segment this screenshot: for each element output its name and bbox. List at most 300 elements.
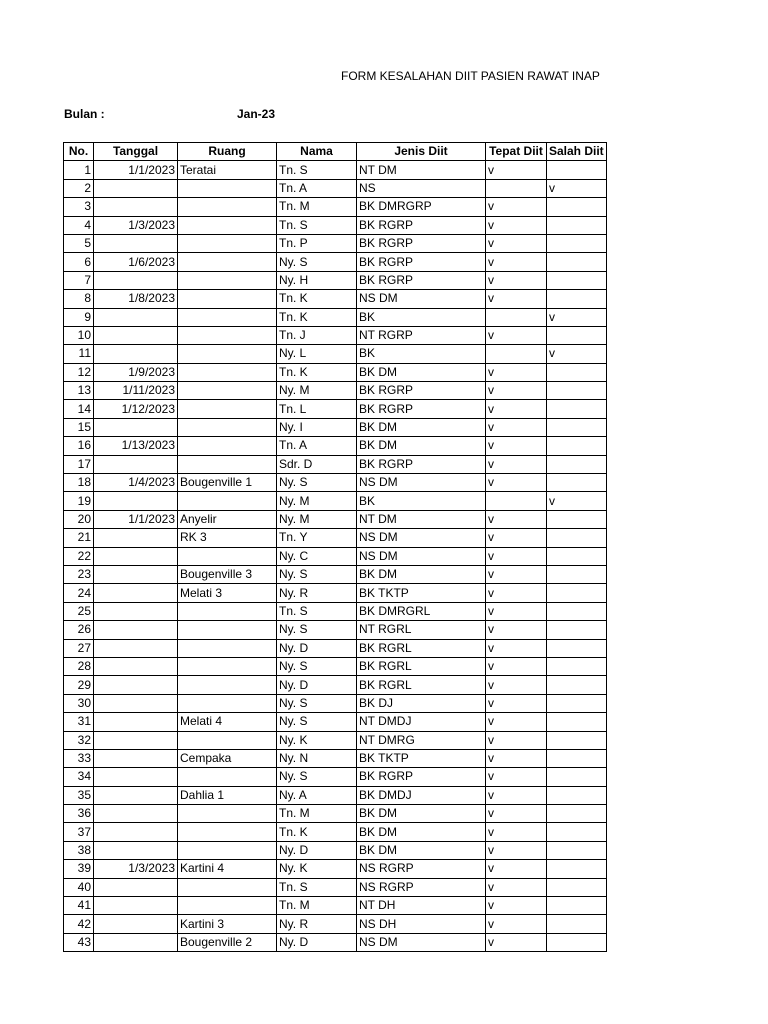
cell-tepat-diit: v <box>486 510 547 528</box>
cell-tepat-diit: v <box>486 694 547 712</box>
cell-jenis-diit: BK RGRP <box>357 768 486 786</box>
cell-tanggal <box>94 565 178 583</box>
cell-salah-diit <box>547 805 607 823</box>
cell-tepat-diit: v <box>486 933 547 951</box>
cell-tanggal <box>94 676 178 694</box>
table-row <box>64 234 607 252</box>
cell-salah-diit <box>547 933 607 951</box>
cell-no: 18 <box>64 474 94 492</box>
cell-salah-diit <box>547 455 607 473</box>
cell-jenis-diit: BK DM <box>357 363 486 381</box>
cell-ruang <box>178 418 277 436</box>
cell-tepat-diit: v <box>486 768 547 786</box>
cell-tepat-diit: v <box>486 676 547 694</box>
cell-nama: Ny. S <box>277 713 357 731</box>
cell-ruang <box>178 326 277 344</box>
cell-no: 13 <box>64 382 94 400</box>
cell-jenis-diit: BK RGRP <box>357 271 486 289</box>
cell-no: 43 <box>64 933 94 951</box>
cell-ruang <box>178 492 277 510</box>
cell-jenis-diit: NT DM <box>357 510 486 528</box>
header-row <box>64 143 607 161</box>
cell-tanggal: 1/6/2023 <box>94 253 178 271</box>
cell-tanggal <box>94 841 178 859</box>
cell-ruang <box>178 621 277 639</box>
cell-tanggal: 1/12/2023 <box>94 400 178 418</box>
cell-nama: Ny. N <box>277 749 357 767</box>
cell-jenis-diit: BK DM <box>357 823 486 841</box>
table-row <box>64 345 607 363</box>
cell-no: 6 <box>64 253 94 271</box>
table-row <box>64 382 607 400</box>
cell-ruang <box>178 271 277 289</box>
cell-tanggal <box>94 713 178 731</box>
table-row <box>64 731 607 749</box>
cell-ruang <box>178 694 277 712</box>
cell-no: 25 <box>64 602 94 620</box>
cell-tanggal <box>94 805 178 823</box>
cell-tanggal <box>94 915 178 933</box>
cell-tepat-diit <box>486 492 547 510</box>
cell-salah-diit <box>547 510 607 528</box>
cell-nama: Ny. K <box>277 860 357 878</box>
cell-tanggal: 1/8/2023 <box>94 290 178 308</box>
cell-tanggal <box>94 179 178 197</box>
cell-no: 30 <box>64 694 94 712</box>
cell-no: 27 <box>64 639 94 657</box>
cell-ruang: Melati 4 <box>178 713 277 731</box>
cell-salah-diit <box>547 565 607 583</box>
cell-tepat-diit: v <box>486 897 547 915</box>
cell-salah-diit <box>547 584 607 602</box>
cell-tanggal <box>94 602 178 620</box>
table-row <box>64 933 607 951</box>
cell-nama: Ny. S <box>277 565 357 583</box>
cell-salah-diit <box>547 253 607 271</box>
cell-ruang <box>178 253 277 271</box>
cell-tanggal <box>94 878 178 896</box>
cell-jenis-diit: NS DH <box>357 915 486 933</box>
cell-nama: Ny. M <box>277 492 357 510</box>
cell-tepat-diit: v <box>486 474 547 492</box>
cell-tanggal <box>94 584 178 602</box>
cell-nama: Ny. D <box>277 676 357 694</box>
cell-salah-diit <box>547 768 607 786</box>
cell-no: 34 <box>64 768 94 786</box>
table-row <box>64 271 607 289</box>
cell-jenis-diit: BK RGRP <box>357 234 486 252</box>
cell-tanggal: 1/1/2023 <box>94 161 178 179</box>
cell-tepat-diit <box>486 308 547 326</box>
cell-tanggal <box>94 786 178 804</box>
cell-jenis-diit: BK DM <box>357 805 486 823</box>
table-row <box>64 510 607 528</box>
cell-salah-diit: v <box>547 179 607 197</box>
cell-no: 42 <box>64 915 94 933</box>
cell-nama: Tn. M <box>277 805 357 823</box>
cell-tepat-diit <box>486 345 547 363</box>
table-row <box>64 639 607 657</box>
table-row <box>64 749 607 767</box>
cell-nama: Tn. S <box>277 878 357 896</box>
cell-ruang <box>178 657 277 675</box>
table-row <box>64 492 607 510</box>
cell-ruang <box>178 308 277 326</box>
table-row <box>64 878 607 896</box>
cell-ruang: Kartini 4 <box>178 860 277 878</box>
cell-ruang: Kartini 3 <box>178 915 277 933</box>
cell-nama: Sdr. D <box>277 455 357 473</box>
cell-ruang <box>178 290 277 308</box>
table-row <box>64 253 607 271</box>
header-tepat-diit: Tepat Diit <box>486 143 547 161</box>
cell-no: 24 <box>64 584 94 602</box>
cell-tepat-diit: v <box>486 437 547 455</box>
cell-no: 3 <box>64 198 94 216</box>
cell-tepat-diit: v <box>486 326 547 344</box>
cell-jenis-diit: NT DMDJ <box>357 713 486 731</box>
cell-tepat-diit: v <box>486 382 547 400</box>
header-nama: Nama <box>277 143 357 161</box>
table-row <box>64 841 607 859</box>
cell-salah-diit <box>547 786 607 804</box>
cell-ruang: Anyelir <box>178 510 277 528</box>
cell-jenis-diit: NT DM <box>357 161 486 179</box>
cell-jenis-diit: BK <box>357 308 486 326</box>
cell-tepat-diit: v <box>486 418 547 436</box>
cell-ruang <box>178 805 277 823</box>
cell-jenis-diit: BK <box>357 492 486 510</box>
table-row <box>64 584 607 602</box>
cell-tanggal <box>94 547 178 565</box>
form-title: FORM KESALAHAN DIIT PASIEN RAWAT INAP <box>341 69 600 83</box>
cell-salah-diit <box>547 363 607 381</box>
cell-jenis-diit: BK DJ <box>357 694 486 712</box>
cell-tanggal: 1/3/2023 <box>94 860 178 878</box>
cell-jenis-diit: BK RGRP <box>357 253 486 271</box>
cell-ruang <box>178 602 277 620</box>
cell-nama: Ny. S <box>277 621 357 639</box>
cell-salah-diit <box>547 161 607 179</box>
cell-jenis-diit: NT DH <box>357 897 486 915</box>
cell-ruang <box>178 823 277 841</box>
cell-ruang <box>178 841 277 859</box>
cell-nama: Tn. M <box>277 198 357 216</box>
cell-tanggal <box>94 657 178 675</box>
cell-ruang <box>178 382 277 400</box>
cell-tepat-diit: v <box>486 271 547 289</box>
cell-tanggal <box>94 933 178 951</box>
cell-tepat-diit: v <box>486 805 547 823</box>
cell-nama: Ny. H <box>277 271 357 289</box>
cell-ruang: RK 3 <box>178 529 277 547</box>
cell-nama: Tn. S <box>277 602 357 620</box>
cell-nama: Ny. D <box>277 841 357 859</box>
cell-tepat-diit: v <box>486 786 547 804</box>
cell-nama: Ny. M <box>277 510 357 528</box>
cell-tanggal: 1/11/2023 <box>94 382 178 400</box>
cell-no: 10 <box>64 326 94 344</box>
cell-nama: Tn. L <box>277 400 357 418</box>
cell-jenis-diit: BK RGRP <box>357 455 486 473</box>
cell-tanggal: 1/3/2023 <box>94 216 178 234</box>
cell-nama: Ny. M <box>277 382 357 400</box>
cell-no: 17 <box>64 455 94 473</box>
table-row <box>64 290 607 308</box>
table-row <box>64 363 607 381</box>
cell-salah-diit <box>547 271 607 289</box>
cell-ruang <box>178 731 277 749</box>
table-row <box>64 455 607 473</box>
cell-nama: Tn. K <box>277 363 357 381</box>
cell-jenis-diit: NS RGRP <box>357 878 486 896</box>
cell-jenis-diit: BK RGRL <box>357 639 486 657</box>
cell-tanggal <box>94 418 178 436</box>
cell-salah-diit <box>547 437 607 455</box>
cell-tanggal <box>94 326 178 344</box>
cell-jenis-diit: NS DM <box>357 547 486 565</box>
cell-tanggal: 1/13/2023 <box>94 437 178 455</box>
cell-nama: Ny. D <box>277 639 357 657</box>
cell-nama: Ny. I <box>277 418 357 436</box>
cell-no: 32 <box>64 731 94 749</box>
cell-no: 20 <box>64 510 94 528</box>
cell-tepat-diit: v <box>486 216 547 234</box>
cell-no: 41 <box>64 897 94 915</box>
cell-jenis-diit: BK RGRP <box>357 382 486 400</box>
cell-ruang <box>178 768 277 786</box>
cell-nama: Tn. P <box>277 234 357 252</box>
cell-ruang <box>178 676 277 694</box>
cell-tanggal <box>94 271 178 289</box>
table-row <box>64 179 607 197</box>
table-row <box>64 805 607 823</box>
cell-salah-diit <box>547 860 607 878</box>
cell-no: 14 <box>64 400 94 418</box>
cell-tepat-diit: v <box>486 621 547 639</box>
cell-nama: Ny. S <box>277 694 357 712</box>
cell-tepat-diit: v <box>486 584 547 602</box>
cell-nama: Ny. S <box>277 768 357 786</box>
cell-nama: Tn. Y <box>277 529 357 547</box>
cell-salah-diit <box>547 621 607 639</box>
cell-no: 36 <box>64 805 94 823</box>
cell-nama: Tn. A <box>277 437 357 455</box>
cell-jenis-diit: NS DM <box>357 529 486 547</box>
cell-tepat-diit: v <box>486 823 547 841</box>
cell-tepat-diit: v <box>486 547 547 565</box>
cell-no: 37 <box>64 823 94 841</box>
table-row <box>64 400 607 418</box>
table-row <box>64 547 607 565</box>
table-row <box>64 823 607 841</box>
cell-salah-diit <box>547 731 607 749</box>
table-row <box>64 216 607 234</box>
cell-jenis-diit: NS <box>357 179 486 197</box>
cell-ruang <box>178 897 277 915</box>
table-row <box>64 897 607 915</box>
cell-salah-diit <box>547 878 607 896</box>
cell-no: 19 <box>64 492 94 510</box>
table-row <box>64 326 607 344</box>
cell-ruang: Cempaka <box>178 749 277 767</box>
cell-jenis-diit: BK DM <box>357 437 486 455</box>
cell-salah-diit <box>547 547 607 565</box>
cell-nama: Ny. R <box>277 584 357 602</box>
cell-tepat-diit: v <box>486 639 547 657</box>
cell-nama: Tn. K <box>277 290 357 308</box>
cell-nama: Tn. M <box>277 897 357 915</box>
cell-no: 28 <box>64 657 94 675</box>
cell-no: 39 <box>64 860 94 878</box>
cell-no: 15 <box>64 418 94 436</box>
cell-ruang: Melati 3 <box>178 584 277 602</box>
cell-tanggal <box>94 768 178 786</box>
cell-nama: Tn. A <box>277 179 357 197</box>
cell-jenis-diit: NT RGRP <box>357 326 486 344</box>
cell-jenis-diit: BK <box>357 345 486 363</box>
table-row <box>64 602 607 620</box>
cell-jenis-diit: BK DMRGRP <box>357 198 486 216</box>
cell-tepat-diit: v <box>486 161 547 179</box>
table-row <box>64 437 607 455</box>
cell-jenis-diit: BK TKTP <box>357 584 486 602</box>
cell-jenis-diit: NS DM <box>357 933 486 951</box>
cell-tepat-diit: v <box>486 253 547 271</box>
cell-salah-diit <box>547 198 607 216</box>
cell-jenis-diit: BK DMDJ <box>357 786 486 804</box>
header-no: No. <box>64 143 94 161</box>
cell-salah-diit <box>547 749 607 767</box>
table-row <box>64 915 607 933</box>
table-row <box>64 657 607 675</box>
cell-no: 38 <box>64 841 94 859</box>
cell-no: 22 <box>64 547 94 565</box>
header-jenis-diit: Jenis Diit <box>357 143 486 161</box>
cell-salah-diit <box>547 639 607 657</box>
cell-salah-diit <box>547 474 607 492</box>
cell-jenis-diit: NT RGRL <box>357 621 486 639</box>
month-label: Bulan : <box>64 107 105 121</box>
cell-tanggal <box>94 308 178 326</box>
cell-no: 9 <box>64 308 94 326</box>
cell-tepat-diit <box>486 179 547 197</box>
table-row <box>64 418 607 436</box>
cell-no: 2 <box>64 179 94 197</box>
cell-jenis-diit: BK RGRP <box>357 400 486 418</box>
cell-ruang <box>178 345 277 363</box>
cell-jenis-diit: NS DM <box>357 474 486 492</box>
cell-tepat-diit: v <box>486 363 547 381</box>
table-row <box>64 198 607 216</box>
cell-ruang: Bougenville 1 <box>178 474 277 492</box>
cell-jenis-diit: NT DMRG <box>357 731 486 749</box>
cell-ruang <box>178 878 277 896</box>
cell-ruang <box>178 547 277 565</box>
cell-salah-diit <box>547 382 607 400</box>
cell-ruang <box>178 198 277 216</box>
table-row <box>64 860 607 878</box>
cell-ruang <box>178 455 277 473</box>
table-row <box>64 713 607 731</box>
cell-no: 5 <box>64 234 94 252</box>
cell-tepat-diit: v <box>486 290 547 308</box>
cell-salah-diit <box>547 713 607 731</box>
cell-nama: Ny. S <box>277 253 357 271</box>
cell-jenis-diit: BK DM <box>357 565 486 583</box>
cell-tanggal: 1/4/2023 <box>94 474 178 492</box>
cell-tepat-diit: v <box>486 915 547 933</box>
cell-nama: Ny. D <box>277 933 357 951</box>
cell-salah-diit <box>547 897 607 915</box>
cell-tepat-diit: v <box>486 234 547 252</box>
table-row <box>64 529 607 547</box>
cell-tepat-diit: v <box>486 878 547 896</box>
cell-nama: Ny. L <box>277 345 357 363</box>
table-row <box>64 676 607 694</box>
table-body <box>64 161 607 952</box>
cell-tanggal <box>94 823 178 841</box>
cell-no: 23 <box>64 565 94 583</box>
cell-salah-diit <box>547 841 607 859</box>
cell-nama: Tn. J <box>277 326 357 344</box>
cell-tepat-diit: v <box>486 713 547 731</box>
cell-ruang: Bougenville 3 <box>178 565 277 583</box>
cell-salah-diit: v <box>547 345 607 363</box>
cell-tanggal <box>94 234 178 252</box>
cell-nama: Ny. A <box>277 786 357 804</box>
header-tanggal: Tanggal <box>94 143 178 161</box>
cell-no: 21 <box>64 529 94 547</box>
diet-error-table <box>63 142 607 952</box>
cell-tanggal <box>94 455 178 473</box>
table-row <box>64 308 607 326</box>
cell-salah-diit <box>547 823 607 841</box>
cell-jenis-diit: BK RGRL <box>357 657 486 675</box>
cell-tanggal <box>94 897 178 915</box>
cell-nama: Ny. S <box>277 657 357 675</box>
cell-tanggal <box>94 639 178 657</box>
cell-tanggal <box>94 529 178 547</box>
cell-tepat-diit: v <box>486 749 547 767</box>
cell-ruang <box>178 400 277 418</box>
cell-salah-diit <box>547 216 607 234</box>
cell-no: 35 <box>64 786 94 804</box>
cell-tepat-diit: v <box>486 841 547 859</box>
cell-tanggal <box>94 731 178 749</box>
cell-tepat-diit: v <box>486 400 547 418</box>
cell-salah-diit <box>547 657 607 675</box>
cell-jenis-diit: BK DMRGRL <box>357 602 486 620</box>
table-row <box>64 621 607 639</box>
cell-salah-diit <box>547 694 607 712</box>
cell-tepat-diit: v <box>486 657 547 675</box>
cell-tanggal: 1/9/2023 <box>94 363 178 381</box>
cell-tepat-diit: v <box>486 731 547 749</box>
cell-jenis-diit: BK TKTP <box>357 749 486 767</box>
cell-ruang <box>178 363 277 381</box>
cell-no: 33 <box>64 749 94 767</box>
cell-nama: Ny. R <box>277 915 357 933</box>
table-row <box>64 786 607 804</box>
cell-ruang <box>178 437 277 455</box>
cell-no: 29 <box>64 676 94 694</box>
cell-tepat-diit: v <box>486 860 547 878</box>
cell-no: 31 <box>64 713 94 731</box>
cell-no: 26 <box>64 621 94 639</box>
cell-ruang <box>178 216 277 234</box>
cell-no: 4 <box>64 216 94 234</box>
